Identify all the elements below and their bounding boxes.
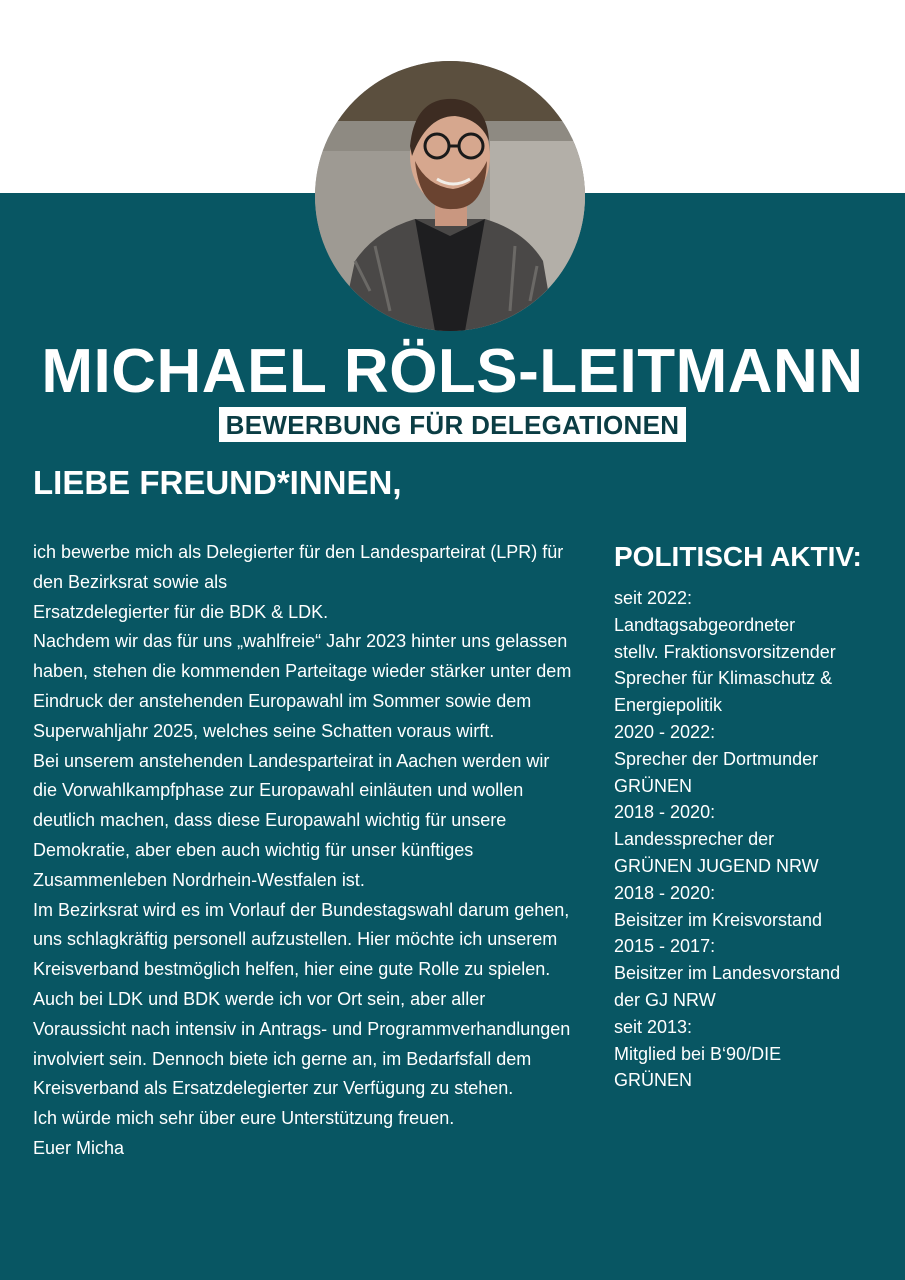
activity-line: 2015 - 2017: bbox=[614, 936, 716, 957]
activity-line: Sprecher für Klimaschutz & bbox=[614, 668, 833, 689]
activity-line: seit 2013: bbox=[614, 1016, 693, 1037]
political-activity-list bbox=[614, 585, 884, 1094]
candidate-portrait bbox=[315, 61, 585, 331]
activity-line: GRÜNEN bbox=[614, 775, 693, 796]
letter-signoff: Euer Micha bbox=[33, 1137, 125, 1158]
letter-paragraph: Ersatzdelegierter für die BDK & LDK. bbox=[33, 601, 329, 622]
greeting-heading: LIEBE FREUND*INNEN, bbox=[33, 464, 402, 501]
letter-paragraph: ich bewerbe mich als Delegierter für den Landesparteirat (LPR) für den Bezirksrat sowie als bbox=[33, 542, 564, 592]
letter-paragraph: Im Bezirksrat wird es im Vorlauf der Bundestagswahl darum gehen, uns schlagkräftig personell aufzustellen. Hier möchte ich unserem Kreisverband bestmöglich helfen, hier eine gute Rolle zu spielen. bbox=[33, 899, 570, 980]
activity-line: 2020 - 2022: bbox=[614, 721, 716, 742]
letter-paragraph: Ich würde mich sehr über eure Unterstützung freuen. bbox=[33, 1108, 455, 1129]
activity-line: Beisitzer im Landesvorstand bbox=[614, 963, 841, 984]
activity-line: Energiepolitik bbox=[614, 695, 723, 716]
activity-line: 2018 - 2020: bbox=[614, 882, 716, 903]
activity-line: GRÜNEN bbox=[614, 1070, 693, 1091]
activity-line: der GJ NRW bbox=[614, 989, 716, 1010]
application-subtitle: BEWERBUNG FÜR DELEGATIONEN bbox=[219, 407, 687, 442]
activity-line: 2018 - 2020: bbox=[614, 802, 716, 823]
activity-line: Landessprecher der bbox=[614, 829, 775, 850]
application-letter bbox=[33, 538, 573, 1164]
activity-line: Beisitzer im Kreisvorstand bbox=[614, 909, 823, 930]
activity-line: Mitglied bei B‘90/DIE bbox=[614, 1043, 782, 1064]
activity-line: GRÜNEN JUGEND NRW bbox=[614, 855, 819, 876]
letter-paragraph: Nachdem wir das für uns „wahlfreie“ Jahr 2023 hinter uns gelassen haben, stehen die kommenden Parteitage wieder stärker unter dem Eindruck der anstehenden Europawahl im Sommer sowie dem Superwahljahr 2025, welches seine Schatten voraus wirft. bbox=[33, 631, 572, 741]
portrait-illustration bbox=[315, 61, 585, 331]
candidate-name: MICHAEL RÖLS-LEITMANN bbox=[41, 337, 864, 406]
activity-line: stellv. Fraktionsvorsitzender bbox=[614, 641, 836, 662]
political-activity-heading: POLITISCH AKTIV: bbox=[614, 541, 862, 572]
activity-line: Landtagsabgeordneter bbox=[614, 614, 796, 635]
activity-line: Sprecher der Dortmunder bbox=[614, 748, 819, 769]
activity-line: seit 2022: bbox=[614, 588, 693, 608]
letter-paragraph: Bei unserem anstehenden Landesparteirat in Aachen werden wir die Vorwahlkampfphase zur Europawahl einläuten und wollen deutlich machen, dass diese Europawahl wichtig für unsere Demokratie, aber eben auch wichtig für unser künftiges Zusammenleben Nordrhein-Westfalen ist. bbox=[33, 750, 550, 890]
letter-paragraph: Auch bei LDK und BDK werde ich vor Ort sein, aber aller Voraussicht nach intensiv in Antrags- und Programmverhandlungen involviert sein. Dennoch biete ich gerne an, im Bedarfsfall dem Kreisverband als Ersatzdelegierter zur Verfügung zu stehen. bbox=[33, 988, 571, 1099]
subtitle-wrapper bbox=[0, 407, 905, 442]
